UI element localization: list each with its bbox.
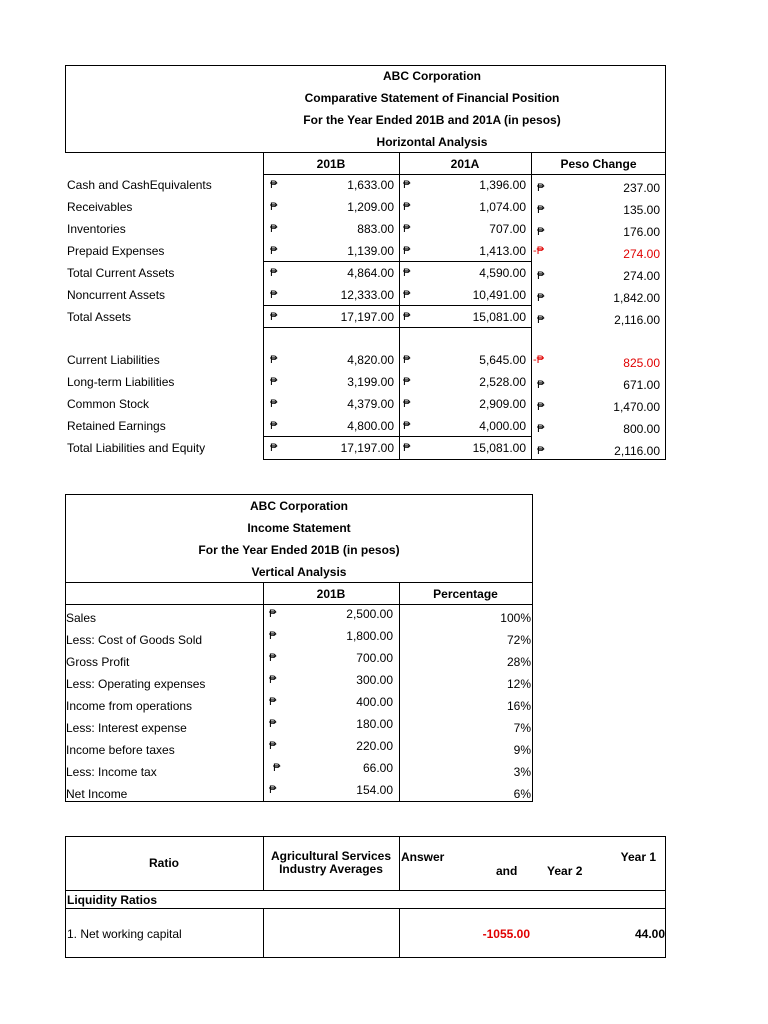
is-row-label: Gross Profit — [66, 655, 130, 669]
peso-symbol: ₱ — [537, 445, 545, 457]
bs-row-label: Noncurrent Assets — [67, 288, 166, 302]
peso-symbol: ₱ — [273, 762, 281, 774]
bs-row-change: 176.00 — [623, 225, 660, 239]
bs-row-201b: 4,820.00 — [347, 353, 394, 367]
peso-symbol: ₱ — [270, 223, 278, 235]
is-title-statement: Income Statement — [247, 521, 351, 535]
rt-col-divider-2a — [399, 836, 400, 891]
bs-row-201a: 15,081.00 — [472, 310, 526, 324]
is-row-amount: 300.00 — [356, 673, 393, 687]
is-row-label: Income from operations — [66, 699, 193, 713]
is-row-percentage: 7% — [513, 721, 531, 735]
negative-peso-symbol: -₱ — [533, 245, 544, 257]
negative-peso-symbol: -₱ — [533, 354, 544, 366]
peso-symbol: ₱ — [269, 630, 277, 642]
peso-symbol: ₱ — [270, 201, 278, 213]
peso-symbol: ₱ — [270, 442, 278, 454]
bs-header-peso-change: Peso Change — [560, 157, 637, 171]
rt-border-bottom — [65, 957, 666, 958]
bs-row-label: Total Liabilities and Equity — [67, 441, 206, 455]
bs-row-201b: 4,379.00 — [347, 397, 394, 411]
is-row-label: Sales — [66, 611, 97, 625]
rt-col-divider-1b — [263, 908, 264, 958]
peso-symbol: ₱ — [269, 696, 277, 708]
peso-symbol: ₱ — [537, 292, 545, 304]
bs-header-top — [65, 152, 666, 153]
peso-symbol: ₱ — [270, 311, 278, 323]
is-header-bottom — [65, 604, 533, 605]
bs-row-change: 2,116.00 — [614, 313, 660, 327]
rt-border-top — [65, 836, 666, 837]
bs-title-period: For the Year Ended 201B and 201A (in pesos) — [303, 113, 561, 127]
rt-header-ratio: Ratio — [149, 856, 179, 870]
peso-symbol: ₱ — [269, 652, 277, 664]
peso-symbol: ₱ — [537, 401, 545, 413]
bs-row-201a: 4,000.00 — [479, 419, 526, 433]
is-row-amount: 154.00 — [356, 783, 393, 797]
rt-header-year1: Year 1 — [620, 850, 656, 864]
rt-row-answer: -1055.00 — [482, 927, 530, 941]
rt-header-and: and — [496, 864, 518, 878]
bs-row-change: 274.00 — [623, 269, 660, 283]
bs-row-change: 800.00 — [623, 422, 660, 436]
bs-row-change: 1,470.00 — [613, 400, 660, 414]
peso-symbol: ₱ — [537, 226, 545, 238]
is-row-amount: 220.00 — [356, 739, 393, 753]
is-title-period: For the Year Ended 201B (in pesos) — [198, 543, 400, 557]
rt-row-label: 1. Net working capital — [67, 927, 182, 941]
bs-row-201a: 5,645.00 — [479, 353, 526, 367]
is-row-amount: 66.00 — [362, 761, 393, 775]
bs-row-201a: 707.00 — [489, 222, 526, 236]
bs-row-201b: 1,209.00 — [347, 200, 394, 214]
is-row-label: Income before taxes — [66, 743, 175, 757]
peso-symbol: ₱ — [403, 442, 411, 454]
bs-row-change: 671.00 — [623, 378, 660, 392]
bs-row-label: Total Current Assets — [67, 266, 175, 280]
peso-symbol: ₱ — [270, 376, 278, 388]
bs-row-201a: 4,590.00 — [479, 266, 526, 280]
bs-row-201b: 883.00 — [357, 222, 394, 236]
rt-section-bottom — [65, 908, 666, 909]
peso-symbol: ₱ — [270, 179, 278, 191]
peso-symbol: ₱ — [270, 354, 278, 366]
peso-symbol: ₱ — [537, 423, 545, 435]
peso-symbol: ₱ — [270, 245, 278, 257]
peso-symbol: ₱ — [270, 420, 278, 432]
bs-row-label: Long-term Liabilities — [67, 375, 175, 389]
bs-border-top — [65, 65, 666, 66]
peso-symbol: ₱ — [270, 267, 278, 279]
bs-header-201a: 201A — [450, 157, 480, 171]
is-border-right — [532, 494, 533, 802]
bs-row-201b: 12,333.00 — [340, 288, 394, 302]
rt-section-liquidity: Liquidity Ratios — [67, 893, 157, 907]
bs-col-divider-1 — [263, 152, 264, 460]
peso-symbol: ₱ — [403, 420, 411, 432]
is-title-analysis: Vertical Analysis — [251, 565, 347, 579]
bs-row-201a: 2,909.00 — [479, 397, 526, 411]
bs-row-change: 237.00 — [623, 181, 660, 195]
bs-col-divider-3 — [531, 152, 532, 460]
peso-symbol: ₱ — [537, 182, 545, 194]
peso-symbol: ₱ — [403, 201, 411, 213]
peso-symbol: ₱ — [403, 223, 411, 235]
bs-subtotal-line-3 — [263, 436, 532, 437]
is-row-amount: 180.00 — [356, 717, 393, 731]
bs-row-201a: 1,413.00 — [479, 244, 526, 258]
peso-symbol: ₱ — [269, 674, 277, 686]
rt-header-industry-1: Agricultural Services — [270, 849, 392, 863]
bs-row-label: Retained Earnings — [67, 419, 166, 433]
bs-row-201a: 15,081.00 — [472, 441, 526, 455]
is-row-amount: 400.00 — [356, 695, 393, 709]
bs-row-201b: 1,633.00 — [347, 178, 394, 192]
is-row-label: Less: Income tax — [66, 765, 157, 779]
bs-row-201b: 4,864.00 — [347, 266, 394, 280]
peso-symbol: ₱ — [403, 179, 411, 191]
bs-row-201a: 10,491.00 — [472, 288, 526, 302]
bs-row-label: Total Assets — [67, 310, 132, 324]
is-row-percentage: 100% — [500, 611, 531, 625]
bs-row-label: Current Liabilities — [67, 353, 160, 367]
bs-title-analysis: Horizontal Analysis — [376, 135, 488, 149]
bs-row-label: Inventories — [67, 222, 126, 236]
bs-row-201b: 1,139.00 — [347, 244, 394, 258]
bs-row-201b: 17,197.00 — [340, 441, 394, 455]
is-row-amount: 1,800.00 — [346, 629, 393, 643]
bs-row-change: 274.00 — [623, 247, 660, 261]
rt-header-year2: Year 2 — [547, 864, 583, 878]
bs-row-label: Cash and CashEquivalents — [67, 178, 212, 192]
rt-header-bottom — [65, 890, 666, 891]
bs-border-bottom — [263, 459, 666, 460]
is-title-company: ABC Corporation — [250, 499, 348, 513]
bs-title-company: ABC Corporation — [383, 69, 481, 83]
is-row-label: Less: Operating expenses — [66, 677, 206, 691]
rt-header-industry-2: Industry Averages — [279, 862, 383, 876]
bs-subtotal-line-1 — [263, 261, 532, 262]
is-row-percentage: 3% — [513, 765, 531, 779]
bs-row-change: 1,842.00 — [613, 291, 660, 305]
rt-header-answer: Answer — [401, 850, 445, 864]
bs-row-201b: 3,199.00 — [347, 375, 394, 389]
peso-symbol: ₱ — [403, 354, 411, 366]
is-row-amount: 700.00 — [356, 651, 393, 665]
bs-title-statement: Comparative Statement of Financial Position — [304, 91, 560, 105]
peso-symbol: ₱ — [403, 376, 411, 388]
is-row-percentage: 16% — [506, 699, 531, 713]
is-row-percentage: 72% — [506, 633, 531, 647]
is-border-bottom — [65, 801, 533, 802]
is-row-label: Less: Interest expense — [66, 721, 187, 735]
peso-symbol: ₱ — [537, 314, 545, 326]
peso-symbol: ₱ — [403, 289, 411, 301]
peso-symbol: ₱ — [269, 608, 277, 620]
peso-symbol: ₱ — [403, 267, 411, 279]
bs-header-bottom — [263, 174, 666, 175]
bs-row-label: Receivables — [67, 200, 133, 214]
bs-row-label: Prepaid Expenses — [67, 244, 165, 258]
peso-symbol: ₱ — [270, 398, 278, 410]
bs-row-201a: 2,528.00 — [479, 375, 526, 389]
peso-symbol: ₱ — [403, 398, 411, 410]
is-col-divider-1 — [263, 582, 264, 802]
rt-border-right — [665, 836, 666, 958]
bs-header-201b: 201B — [316, 157, 346, 171]
peso-symbol: ₱ — [537, 270, 545, 282]
is-row-percentage: 6% — [513, 787, 531, 801]
is-row-amount: 2,500.00 — [346, 607, 393, 621]
is-row-percentage: 12% — [506, 677, 531, 691]
bs-row-201a: 1,396.00 — [479, 178, 526, 192]
is-border-top — [65, 494, 533, 495]
bs-col-divider-2 — [399, 152, 400, 460]
bs-row-201b: 17,197.00 — [340, 310, 394, 324]
rt-border-left — [65, 836, 66, 958]
is-row-percentage: 28% — [506, 655, 531, 669]
is-row-label: Net Income — [66, 787, 128, 801]
bs-row-201b: 4,800.00 — [347, 419, 394, 433]
peso-symbol: ₱ — [269, 740, 277, 752]
is-header-percentage: Percentage — [433, 587, 498, 601]
bs-row-201a: 1,074.00 — [479, 200, 526, 214]
bs-row-label: Common Stock — [67, 397, 150, 411]
is-header-top — [65, 582, 533, 583]
is-row-label: Less: Cost of Goods Sold — [66, 633, 203, 647]
is-row-percentage: 9% — [513, 743, 531, 757]
bs-row-change: 2,116.00 — [614, 444, 660, 458]
is-header-201b: 201B — [316, 587, 346, 601]
bs-row-change: 135.00 — [623, 203, 660, 217]
bs-row-change: 825.00 — [623, 356, 660, 370]
peso-symbol: ₱ — [269, 718, 277, 730]
peso-symbol: ₱ — [537, 379, 545, 391]
peso-symbol: ₱ — [270, 289, 278, 301]
rt-row-year1: 44.00 — [634, 927, 665, 941]
peso-symbol: ₱ — [403, 311, 411, 323]
bs-total-assets-line — [263, 327, 532, 328]
peso-symbol: ₱ — [537, 204, 545, 216]
bs-subtotal-line-2 — [263, 305, 532, 306]
peso-symbol: ₱ — [403, 245, 411, 257]
peso-symbol: ₱ — [269, 784, 277, 796]
